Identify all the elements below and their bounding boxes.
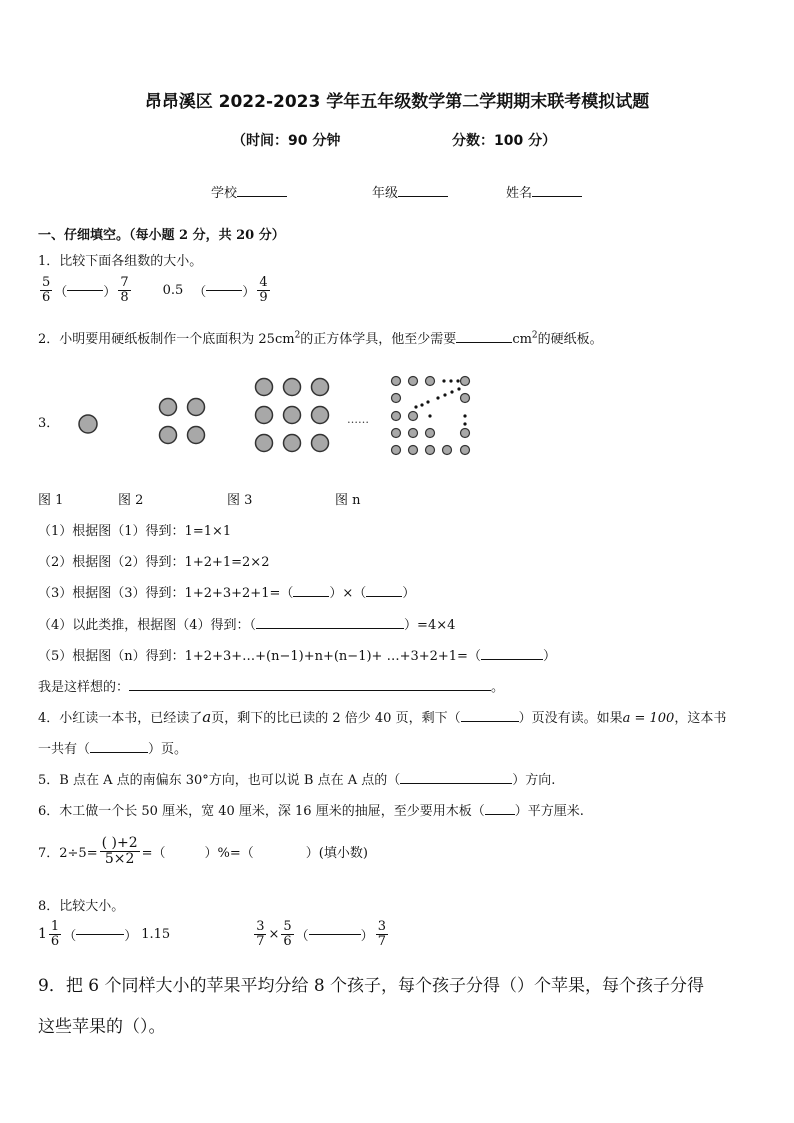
figure-n-ellipsis-dot xyxy=(414,405,417,408)
fraction: $\frac{5}{6}$ xyxy=(283,919,292,949)
question-4-line-2: 一共有（ ）页。 xyxy=(38,742,188,757)
answer-blank[interactable] xyxy=(129,690,491,691)
figure-n-ellipsis-dot xyxy=(463,422,466,425)
question-6: 6．木工做一个长 50 厘米，宽 40 厘米，深 16 厘米的抽屉，至少要用木板（ ）平方厘米. xyxy=(38,804,584,819)
figure-n-dot xyxy=(461,429,470,438)
figure-2-dot xyxy=(188,427,205,444)
figure-n-dot xyxy=(409,412,418,421)
question-7: 7．2÷5= $\frac{( )+2}{5\times 2}$ =（ ）%=（ ）(填小数) xyxy=(38,835,368,867)
answer-blank[interactable] xyxy=(461,721,519,722)
question-3-item-5: （5）根据图（n）得到：1+2+3+…+(n−1)+n+(n−1)+ …+3+2+1=（ ） xyxy=(38,649,556,664)
figure-n-dot xyxy=(409,446,418,455)
figure-n-ellipsis-dot xyxy=(457,387,460,390)
section-heading: 一、仔细填空。（每小题 2 分，共 20 分） xyxy=(38,228,285,243)
answer-blank[interactable] xyxy=(481,659,543,660)
answer-blank[interactable] xyxy=(309,934,361,935)
question-3-item-4: （4）以此类推，根据图（4）得到：（ ）=4×4 xyxy=(38,618,456,633)
ellipsis: …… xyxy=(347,413,369,426)
answer-blank[interactable] xyxy=(76,934,124,935)
figure-3-dot xyxy=(284,379,301,396)
question-3-item-3: （3）根据图（3）得到：1+2+3+2+1=（ ）×（ ） xyxy=(38,586,416,601)
question-3-item-2: （2）根据图（2）得到：1+2+1=2×2 xyxy=(38,555,270,570)
question-5: 5．B 点在 A 点的南偏东 30°方向，也可以说 B 点在 A 点的（ ）方向. xyxy=(38,773,556,788)
name-label: 姓名 xyxy=(506,186,533,201)
figure-n-ellipsis-dot xyxy=(450,390,453,393)
figure-3-dot xyxy=(256,379,273,396)
fraction: $\frac{( )+2}{5\times 2}$ xyxy=(101,835,138,867)
figure-n-dot xyxy=(392,394,401,403)
figure-n-ellipsis-dot xyxy=(449,379,452,382)
figure-n-dot xyxy=(409,377,418,386)
fraction: $\frac{7}{8}$ xyxy=(120,275,129,305)
figure-2-dot xyxy=(188,399,205,416)
figure-1-dot xyxy=(79,415,97,433)
figure-2-dot xyxy=(160,427,177,444)
figure-n-dot xyxy=(392,429,401,438)
school-label: 学校 xyxy=(211,186,238,201)
figure-n-dot xyxy=(392,446,401,455)
figure-n-ellipsis-dot xyxy=(426,400,429,403)
question-3-thinking: 我是这样想的： 。 xyxy=(38,680,505,695)
figure-n-dot xyxy=(392,412,401,421)
question-1-compare: $\frac{5}{6}$ （ ） $\frac{7}{8}$ 0.5 （ ） $\frac{4}{9}$ xyxy=(42,275,268,305)
figure-2-label: 图 2 xyxy=(118,493,144,508)
question-9-line-2: 这些苹果的（）。 xyxy=(38,1017,166,1037)
question-9-line-1: 9．把 6 个同样大小的苹果平均分给 8 个孩子，每个孩子分得（）个苹果，每个孩子分得 xyxy=(38,976,705,996)
exam-time: （时间：90 分钟 xyxy=(232,133,341,149)
figure-n-ellipsis-dot xyxy=(436,396,439,399)
figure-n-ellipsis-dot xyxy=(442,379,445,382)
figure-3-label: 图 3 xyxy=(227,493,253,508)
figure-n-dot xyxy=(426,446,435,455)
figure-n-ellipsis-dot xyxy=(463,414,466,417)
figure-3-dot xyxy=(256,407,273,424)
figure-n-ellipsis-dot xyxy=(456,379,459,382)
figure-n-dot xyxy=(461,446,470,455)
figure-n-ellipsis-dot xyxy=(443,393,446,396)
fraction: $\frac{4}{9}$ xyxy=(259,275,268,305)
figure-n-dot xyxy=(409,429,418,438)
exam-score: 分数：100 分） xyxy=(452,133,557,149)
figure-n-label: 图 n xyxy=(335,493,361,508)
fraction: $\frac{3}{7}$ xyxy=(377,919,386,949)
figure-n-dot xyxy=(461,377,470,386)
grade-label: 年级 xyxy=(372,186,399,201)
figure-3-dot xyxy=(312,435,329,452)
question-1-text: 1．比较下面各组数的大小。 xyxy=(38,254,203,269)
figure-n-dot xyxy=(443,446,452,455)
figure-1-label: 图 1 xyxy=(38,493,64,508)
answer-blank[interactable] xyxy=(366,596,402,597)
question-2: 2．小明要用硬纸板制作一个底面积为 $25cm^2$的正方体学具，他至少需要 $cm^2$的硬纸板。 xyxy=(38,330,603,347)
answer-blank[interactable] xyxy=(485,814,515,815)
figure-n-dot xyxy=(392,377,401,386)
figure-2-dot xyxy=(160,399,177,416)
figure-n-dot xyxy=(461,394,470,403)
answer-blank[interactable] xyxy=(400,783,512,784)
figure-n-dot xyxy=(426,429,435,438)
figure-n-dot xyxy=(426,377,435,386)
figure-3-dot xyxy=(312,407,329,424)
figure-3-dot xyxy=(312,379,329,396)
figure-3-dot xyxy=(284,407,301,424)
answer-blank[interactable] xyxy=(293,596,329,597)
page-title: 昂昂溪区 2022-2023 学年五年级数学第二学期期末联考模拟试题 xyxy=(144,92,650,112)
question-3-label: 3． xyxy=(38,416,60,431)
question-3-item-1: （1）根据图（1）得到：1=1×1 xyxy=(38,524,232,539)
fraction: $\frac{3}{7}$ xyxy=(256,919,265,949)
fraction: $\frac{5}{6}$ xyxy=(42,275,51,305)
figure-n-ellipsis-dot xyxy=(428,414,431,417)
answer-blank[interactable] xyxy=(90,752,148,753)
answer-blank[interactable] xyxy=(256,628,404,629)
figure-3-dot xyxy=(256,435,273,452)
figure-n-ellipsis-dot xyxy=(420,403,423,406)
question-4-line-1: 4．小红读一本书，已经读了a页，剩下的比已读的 2 倍少 40 页，剩下（ ）页没有读。如果a = 100，这本书 xyxy=(38,708,727,726)
figure-3-dot xyxy=(284,435,301,452)
question-8-compare: 1 $\frac{1}{6}$ （ ） 1.15 $\frac{3}{7}$ × $\frac{5}{6}$ （ ） $\frac{3}{7}$ xyxy=(38,919,386,949)
question-8-text: 8．比较大小。 xyxy=(38,899,125,914)
fraction: $\frac{1}{6}$ xyxy=(50,919,60,949)
